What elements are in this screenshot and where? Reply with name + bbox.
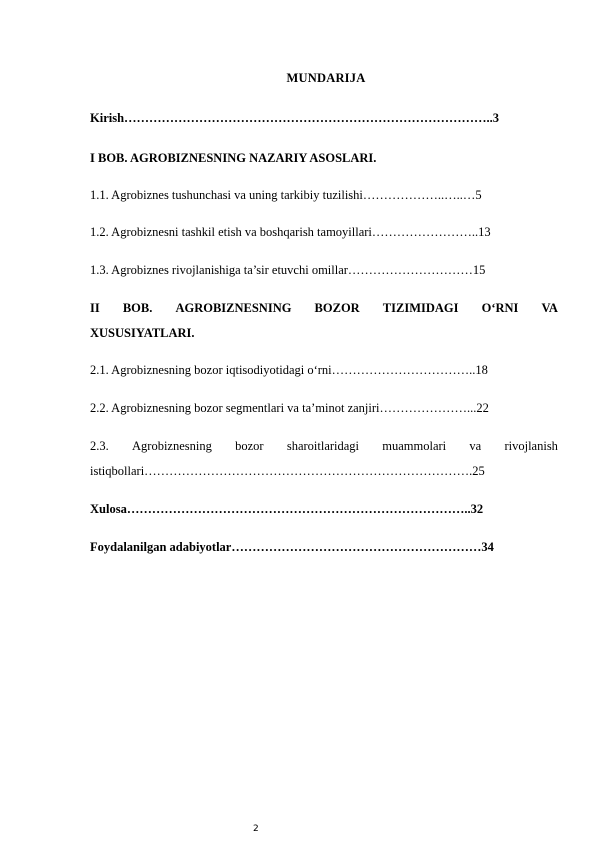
entry-word: sharoitlaridagi (286, 439, 360, 453)
heading-word: VA (541, 301, 558, 315)
heading-word: BOB. (122, 301, 153, 315)
heading-word: O‘RNI (481, 301, 519, 315)
entry-word: bozor (235, 439, 264, 453)
toc-entry-2-2: 2.2. Agrobiznesning bozor segmentlari va ta’minot zanjiri…………………...22 (90, 401, 489, 415)
toc-entry-2-3-line-2: istiqbollari…………………………………………………………………….25 (90, 464, 485, 478)
toc-entry-1-1: 1.1. Agrobiznes tushunchasi va uning tarkibiy tuzilishi………………..…..…5 (90, 188, 482, 202)
heading-word: AGROBIZNESNING (175, 301, 292, 315)
toc-chapter-1-heading: I BOB. AGROBIZNESNING NAZARIY ASOSLARI. (90, 151, 377, 165)
heading-word: BOZOR (314, 301, 360, 315)
toc-entry-xulosa: Xulosa………………………………………………………………………..32 (90, 502, 484, 516)
toc-entry-adabiyotlar: Foydalanilgan adabiyotlar……………………………………………………34 (90, 540, 494, 554)
entry-word: 2.3. (90, 439, 109, 453)
entry-word: Agrobiznesning (132, 439, 212, 453)
page-title: MUNDARIJA (286, 71, 366, 85)
toc-entry-2-3-line-1 (90, 439, 558, 454)
toc-chapter-2-heading-line-1 (90, 301, 558, 316)
entry-word: muammolari (382, 439, 447, 453)
entry-word: rivojlanish (504, 439, 558, 453)
toc-entry-1-2: 1.2. Agrobiznesni tashkil etish va boshqarish tamoyillari……………………..13 (90, 225, 491, 239)
toc-chapter-2-heading-line-2: XUSUSIYATLARI. (90, 326, 195, 340)
heading-word: TIZIMIDAGI (382, 301, 459, 315)
heading-word: II (90, 301, 100, 315)
toc-entry-1-3: 1.3. Agrobiznes rivojlanishiga ta’sir etuvchi omillar…………………………15 (90, 263, 486, 277)
toc-entry-kirish: Kirish……………………………………………………………………………..3 (90, 111, 500, 125)
toc-entry-2-1: 2.1. Agrobiznesning bozor iqtisodiyotidagi o‘rni……………………………..18 (90, 363, 488, 377)
entry-word: va (469, 439, 482, 453)
page-number: 2 (253, 824, 259, 834)
